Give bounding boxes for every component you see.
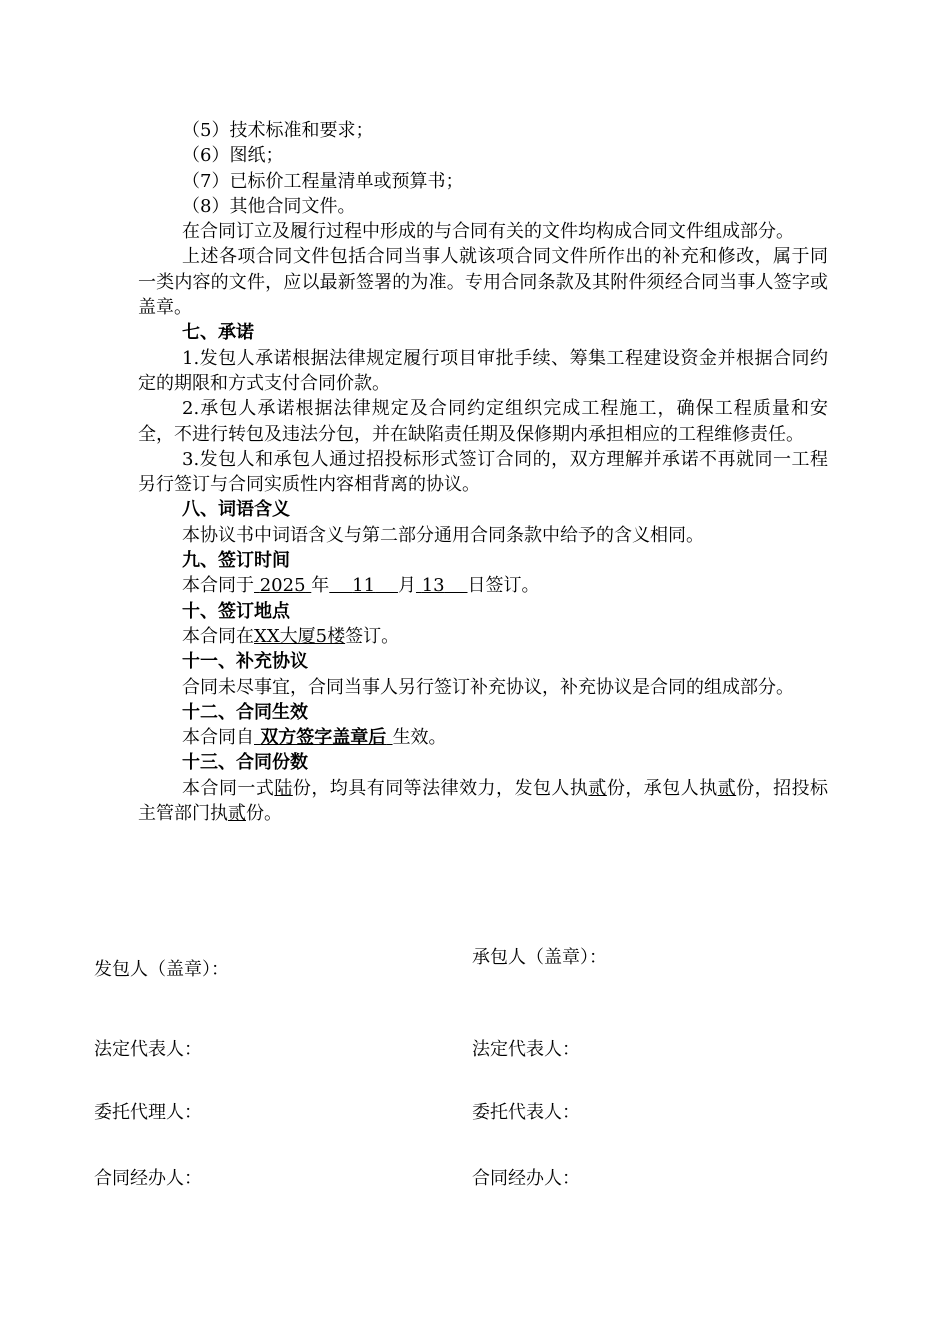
section-heading-effect: 十二、合同生效 bbox=[182, 701, 308, 723]
terms-paragraph: 本协议书中词语含义与第二部分通用合同条款中给予的含义相同。 bbox=[182, 524, 704, 546]
sign-year: 2025 bbox=[259, 575, 306, 597]
list-item: （8）其他合同文件。 bbox=[182, 195, 356, 217]
sign-place-prefix: 本合同在 bbox=[182, 625, 254, 647]
month-unit: 月 bbox=[397, 575, 416, 597]
contractor-handler-label: 合同经办人： bbox=[472, 1168, 580, 1189]
effect-condition: 双方签字盖章后 bbox=[260, 727, 387, 749]
contractor-legal-rep-label: 法定代表人： bbox=[472, 1039, 580, 1060]
employer-legal-rep-label: 法定代表人： bbox=[94, 1039, 202, 1060]
copies-paragraph: 本合同一式陆份，均具有同等法律效力，发包人执贰份，承包人执贰份，招投标主管部门执贰份。 bbox=[138, 777, 829, 825]
section-heading-terms: 八、词语含义 bbox=[182, 499, 290, 521]
contract-body bbox=[138, 118, 828, 826]
sign-place-line bbox=[138, 624, 828, 649]
sign-day: 13 bbox=[421, 575, 445, 597]
amendment-paragraph: 上述各项合同文件包括合同当事人就该项合同文件所作出的补充和修改，属于同一类内容的文件，应以最新签署的为准。专用合同条款及其附件须经合同当事人签字或盖章。 bbox=[138, 246, 828, 319]
commitment-employer: 1.发包人承诺根据法律规定履行项目审批手续、筹集工程建设资金并根据合同约定的期限和方式支付合同价款。 bbox=[138, 347, 828, 394]
commitment-contractor: 2.承包人承诺根据法律规定及合同约定组织完成工程施工，确保工程质量和安全，不进行转包及违法分包，并在缺陷责任期及保修期内承担相应的工程维修责任。 bbox=[138, 398, 828, 445]
copies-total: 陆 bbox=[274, 777, 293, 799]
effect-prefix: 本合同自 bbox=[182, 727, 254, 749]
contractor-agent-label: 委托代表人： bbox=[472, 1102, 580, 1123]
sign-place: XX大厦5楼 bbox=[254, 625, 346, 647]
supplement-paragraph: 合同未尽事宜，合同当事人另行签订补充协议，补充协议是合同的组成部分。 bbox=[182, 676, 794, 698]
list-item: （5）技术标准和要求； bbox=[182, 120, 374, 141]
list-item: （6）图纸； bbox=[182, 145, 284, 167]
effect-suffix: 生效。 bbox=[392, 727, 447, 749]
section-heading-sign-date: 九、签订时间 bbox=[182, 550, 290, 572]
year-unit: 年 bbox=[311, 575, 330, 597]
effect-line bbox=[138, 725, 828, 750]
composition-paragraph: 在合同订立及履行过程中形成的与合同有关的文件均构成合同文件组成部分。 bbox=[182, 221, 794, 243]
employer-handler-label: 合同经办人： bbox=[94, 1168, 202, 1189]
sign-date-suffix: 日签订。 bbox=[467, 575, 540, 597]
contractor-seal-label: 承包人（盖章）： bbox=[472, 947, 607, 968]
section-heading-copies: 十三、合同份数 bbox=[182, 752, 308, 774]
copies-contractor: 贰 bbox=[717, 777, 737, 799]
copies-authority: 贰 bbox=[228, 803, 246, 825]
copies-employer: 贰 bbox=[588, 777, 607, 799]
employer-agent-label: 委托代理人： bbox=[94, 1102, 202, 1123]
sign-date-line bbox=[138, 573, 828, 598]
section-heading-commitment: 七、承诺 bbox=[182, 322, 254, 344]
commitment-both: 3.发包人和承包人通过招投标形式签订合同的，双方理解并承诺不再就同一工程另行签订与合同实质性内容相背离的协议。 bbox=[138, 448, 828, 496]
list-item: （7）已标价工程量清单或预算书； bbox=[182, 170, 464, 192]
sign-date-prefix: 本合同于 bbox=[182, 575, 254, 597]
section-heading-sign-place: 十、签订地点 bbox=[182, 600, 290, 622]
section-heading-supplement: 十一、补充协议 bbox=[182, 651, 308, 673]
employer-seal-label: 发包人（盖章）： bbox=[94, 959, 229, 980]
sign-place-suffix: 签订。 bbox=[345, 625, 400, 647]
sign-month: 11 bbox=[352, 575, 376, 597]
